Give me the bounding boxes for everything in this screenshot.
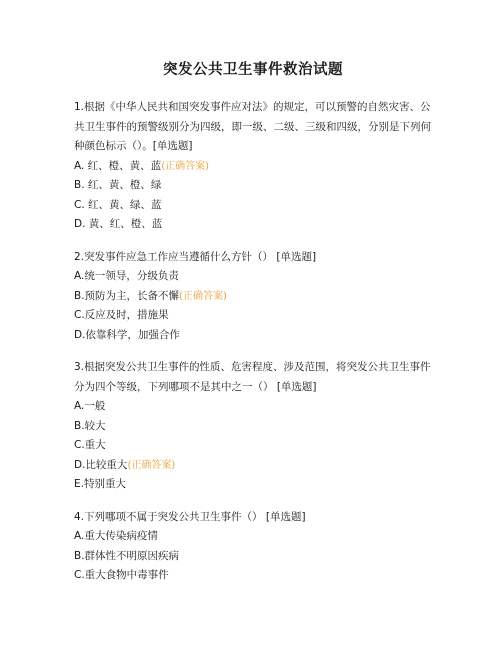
option-e <box>74 475 432 495</box>
option-label: B.预防为主，长备不懈 <box>74 289 180 302</box>
option-b <box>74 176 432 196</box>
option-c <box>74 306 432 326</box>
option-label: C.重大食物中毒事件 <box>74 569 169 581</box>
option-label: C.重大 <box>74 439 106 451</box>
correct-answer-mark: (正确答案) <box>127 459 176 471</box>
option-b <box>74 287 432 307</box>
option-label: A.一般 <box>74 400 106 412</box>
option-label: B.较大 <box>74 419 106 432</box>
option-label: D. 黄、红、橙、蓝 <box>74 218 163 230</box>
option-label: D.比较重大 <box>74 458 128 471</box>
option-label: E.特别重大 <box>74 478 126 490</box>
question-4 <box>74 508 432 586</box>
option-b <box>74 417 432 437</box>
question-text: 2.突发事件应急工作应当遵循什么方针（） [单选题] <box>74 250 317 263</box>
option-a <box>74 397 432 417</box>
question-2 <box>74 248 432 346</box>
option-d <box>74 456 432 476</box>
question-text: 1.根据《中华人民共和国突发事件应对法》的规定，可以预警的自然灾害、公共卫生事件的预警级别分为四级，即一级、二级、三级和四级，分别是下列何种颜色标示（）。[单选题] <box>74 101 431 152</box>
option-a <box>74 527 432 547</box>
document-title: 突发公共卫生事件救治试题 <box>163 62 343 78</box>
option-c <box>74 196 432 216</box>
question-3 <box>74 358 432 495</box>
option-c <box>74 566 432 586</box>
option-d <box>74 215 432 235</box>
option-label: B. 红、黄、橙、绿 <box>74 179 162 191</box>
correct-answer-mark: (正确答案) <box>179 290 227 302</box>
option-label: C.反应及时，措施果 <box>74 309 169 321</box>
option-label: A. 红、橙、黄、蓝 <box>74 159 162 172</box>
option-c <box>74 436 432 456</box>
option-label: A.重大传染病疫情 <box>74 530 158 542</box>
question-text: 4.下列哪项不属于突发公共卫生事件（） [单选题] <box>74 510 306 523</box>
question-text: 3.根据突发公共卫生事件的性质、危害程度、涉及范围，将突发公共卫生事件分为四个等级，下列哪项不是其中之一（） [单选题] <box>74 361 431 393</box>
option-label: C. 红、黄、绿、蓝 <box>74 198 162 211</box>
question-list <box>74 98 432 586</box>
correct-answer-mark: (正确答案) <box>161 160 209 172</box>
option-a <box>74 157 432 177</box>
option-label: B.群体性不明原因疾病 <box>74 549 180 562</box>
option-b <box>74 547 432 567</box>
option-d <box>74 326 432 346</box>
option-label: A.统一领导，分级负责 <box>74 270 179 282</box>
option-label: D.依靠科学，加强合作 <box>74 328 180 341</box>
question-1 <box>74 98 432 235</box>
option-a <box>74 267 432 287</box>
